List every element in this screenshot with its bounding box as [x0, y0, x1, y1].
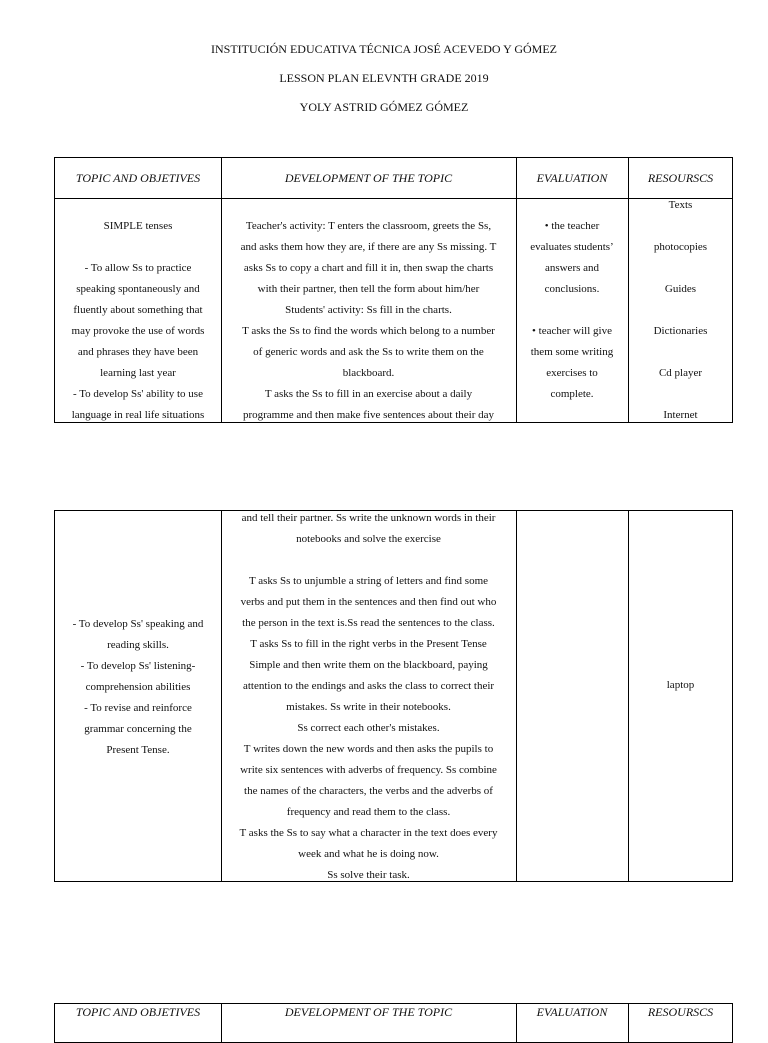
- cell-text-line: learning last year: [100, 367, 176, 379]
- cell-text-line: Dictionaries: [653, 325, 708, 337]
- cell-text-line: Present Tense.: [106, 744, 170, 756]
- header-resources: RESOURSCS: [647, 1005, 714, 1019]
- cell-text-line: T asks Ss to fill in the right verbs in the Present Tense: [250, 638, 487, 650]
- cell-text-line: Internet: [663, 409, 698, 421]
- cell-text-line: Ss correct each other's mistakes.: [297, 722, 440, 734]
- teacher-name: YOLY ASTRID GÓMEZ GÓMEZ: [299, 100, 469, 114]
- cell-text-line: T asks the Ss to say what a character in the text does every: [239, 827, 498, 839]
- header-development: DEVELOPMENT OF THE TOPIC: [284, 171, 453, 185]
- header-evaluation: EVALUATION: [536, 1005, 608, 1019]
- cell-text-line: Texts: [668, 199, 693, 211]
- cell-text-line: T writes down the new words and then asks the pupils to: [243, 743, 494, 755]
- development-cell: [221, 216, 516, 426]
- cell-text-line: - To develop Ss' ability to use: [73, 388, 203, 400]
- cell-text-line: Ss solve their task.: [327, 869, 410, 881]
- cell-text-line: Guides: [664, 283, 697, 295]
- cell-text-line: Teacher's activity: T enters the classroom, greets the Ss,: [245, 220, 492, 232]
- cell-text-line: them some writing: [530, 346, 614, 358]
- cell-text-line: exercises to: [546, 367, 598, 379]
- blank-line: [55, 237, 221, 258]
- cell-text-line: - To allow Ss to practice: [84, 262, 192, 274]
- cell-text-line: - To develop Ss' listening-: [80, 660, 196, 672]
- cell-text-line: of generic words and ask the Ss to write them on the: [253, 346, 484, 358]
- blank-line: [516, 300, 628, 321]
- blank-line: [221, 550, 516, 571]
- topic-objectives-cell: [55, 614, 221, 761]
- resources-cell: [628, 195, 733, 426]
- cell-text-line: fluently about something that: [73, 304, 203, 316]
- cell-text-line: comprehension abilities: [85, 681, 191, 693]
- cell-text-line: speaking spontaneously and: [76, 283, 200, 295]
- cell-text-line: asks Ss to copy a chart and fill it in, then swap the charts: [243, 262, 494, 274]
- cell-text-line: may provoke the use of words: [71, 325, 205, 337]
- school-name: INSTITUCIÓN EDUCATIVA TÉCNICA JOSÉ ACEVEDO Y GÓMEZ: [210, 42, 557, 56]
- blank-line: [628, 384, 733, 405]
- blank-line: [628, 258, 733, 279]
- cell-text-line: and phrases they have been: [77, 346, 199, 358]
- header-development: DEVELOPMENT OF THE TOPIC: [284, 1005, 453, 1019]
- header-topic-objectives: TOPIC AND OBJETIVES: [75, 171, 201, 185]
- blank-line: [628, 300, 733, 321]
- cell-text-line: complete.: [550, 388, 594, 400]
- cell-text-line: grammar concerning the: [84, 723, 192, 735]
- cell-text-line: Simple and then write them on the blackboard, paying: [249, 659, 488, 671]
- cell-text-line: notebooks and solve the exercise: [296, 533, 441, 545]
- blank-line: [628, 216, 733, 237]
- development-cell: [221, 508, 516, 886]
- cell-text-line: T asks the Ss to fill in an exercise about a daily: [264, 388, 473, 400]
- cell-text-line: with their partner, then tell the form about him/her: [257, 283, 480, 295]
- cell-text-line: attention to the endings and asks the class to correct their: [242, 680, 495, 692]
- header-evaluation: EVALUATION: [536, 171, 608, 185]
- cell-text-line: mistakes. Ss write in their notebooks.: [286, 701, 451, 713]
- blank-line: [628, 342, 733, 363]
- cell-text-line: and asks them how they are, if there are any Ss missing. T: [240, 241, 497, 253]
- lesson-table-1: [54, 157, 733, 423]
- evaluation-cell: [516, 216, 628, 405]
- cell-text-line: evaluates students’: [530, 241, 614, 253]
- cell-text-line: reading skills.: [107, 639, 169, 651]
- cell-text-line: Cd player: [658, 367, 703, 379]
- cell-text-line: • the teacher: [544, 220, 600, 232]
- cell-text-line: T asks Ss to unjumble a string of letters and find some: [248, 575, 489, 587]
- cell-text-line: Students' activity: Ss fill in the charts.: [285, 304, 452, 316]
- cell-text-line: • teacher will give: [532, 325, 612, 337]
- cell-text-line: T asks the Ss to find the words which belong to a number: [242, 325, 495, 337]
- cell-text-line: photocopies: [653, 241, 708, 253]
- cell-text-line: programme and then make five sentences about their day: [242, 409, 495, 421]
- cell-text-line: frequency and read them to the class.: [286, 806, 451, 818]
- lesson-table-3: [54, 1003, 733, 1043]
- header-resources: RESOURSCS: [647, 171, 714, 185]
- cell-text-line: the names of the characters, the verbs and the adverbs of: [244, 785, 493, 797]
- cell-text-line: week and what he is doing now.: [298, 848, 439, 860]
- cell-text-line: SIMPLE tenses: [103, 220, 173, 232]
- header-topic-objectives: TOPIC AND OBJETIVES: [75, 1005, 201, 1019]
- cell-text-line: and tell their partner. Ss write the unknown words in their: [241, 512, 496, 524]
- cell-text-line: conclusions.: [544, 283, 600, 295]
- cell-text-line: answers and: [544, 262, 600, 274]
- cell-text-line: - To revise and reinforce: [84, 702, 192, 714]
- cell-text-line: - To develop Ss' speaking and: [72, 618, 204, 630]
- lesson-table-2: [54, 510, 733, 882]
- cell-text-line: verbs and put them in the sentences and then find out who: [240, 596, 497, 608]
- cell-text-line: write six sentences with adverbs of frequency. Ss combine: [240, 764, 497, 776]
- cell-text-line: the person in the text is.Ss read the sentences to the class.: [242, 617, 495, 629]
- topic-objectives-cell: [55, 216, 221, 426]
- cell-text-line: language in real life situations: [71, 409, 205, 421]
- resources-cell: laptop: [666, 679, 695, 691]
- lesson-plan-title: LESSON PLAN ELEVNTH GRADE 2019: [279, 71, 489, 85]
- cell-text-line: blackboard.: [342, 367, 395, 379]
